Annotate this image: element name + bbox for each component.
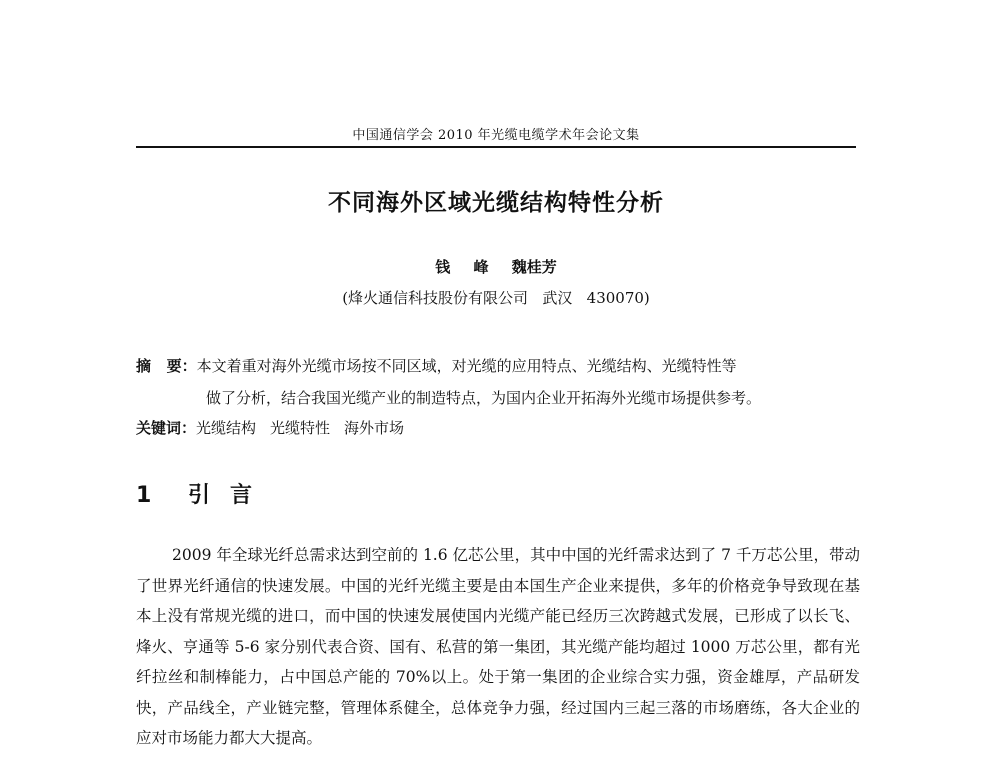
paper-title: 不同海外区域光缆结构特性分析 — [328, 190, 664, 216]
authors — [136, 256, 856, 277]
affiliation: (烽火通信科技股份有限公司 武汉 430070) — [342, 289, 650, 307]
abstract-line-1: 本文着重对海外光缆市场按不同区域，对光缆的应用特点、光缆结构、光缆特性等 — [196, 357, 737, 375]
abstract-line-2: 做了分析，结合我国光缆产业的制造特点，为国内企业开拓海外光缆市场提供参考。 — [206, 389, 762, 407]
keyword: 光缆结构 — [196, 419, 257, 437]
author-1: 钱 峰 — [435, 258, 489, 276]
running-header: 中国通信学会 2010 年光缆电缆学术年会论文集 — [352, 128, 640, 143]
author-2: 魏桂芳 — [511, 258, 557, 276]
header-rule — [136, 146, 856, 148]
section-title: 引言 — [188, 483, 273, 508]
abstract — [136, 350, 860, 414]
keyword: 光缆特性 — [270, 419, 331, 437]
keywords — [136, 414, 860, 442]
section-heading — [136, 478, 272, 509]
body-paragraph: 2009 年全球光纤总需求达到空前的 1.6 亿芯公里，其中中国的光纤需求达到了 7 千万芯公里，带动了世界光纤通信的快速发展。中国的光纤光缆主要是由本国生产企业来提供，多年的价格竞争导致现在基本上没有常规光缆的进口，而中国的快速发展使国内光缆产能已经历三次跨越式发展，已形成了以长飞、烽火、亨通等 5-6 家分别代表合资、国有、私营的第一集团，其光缆产能均超过 1000 万芯公里，都有光纤拉丝和制棒能力，占中国总产能的 70%以上。处于第一集团的企业综合实力强，资金雄厚，产品研发快，产品线全，产业链完整，管理体系健全，总体竞争力强，经过国内三起三落的市场磨练，各大企业的应对市场能力都大大提高。 — [136, 546, 860, 747]
keyword: 海外市场 — [344, 419, 405, 437]
abstract-label: 摘 要： — [136, 357, 197, 375]
section-number: 1 — [136, 483, 152, 508]
keywords-label: 关键词： — [136, 419, 197, 437]
